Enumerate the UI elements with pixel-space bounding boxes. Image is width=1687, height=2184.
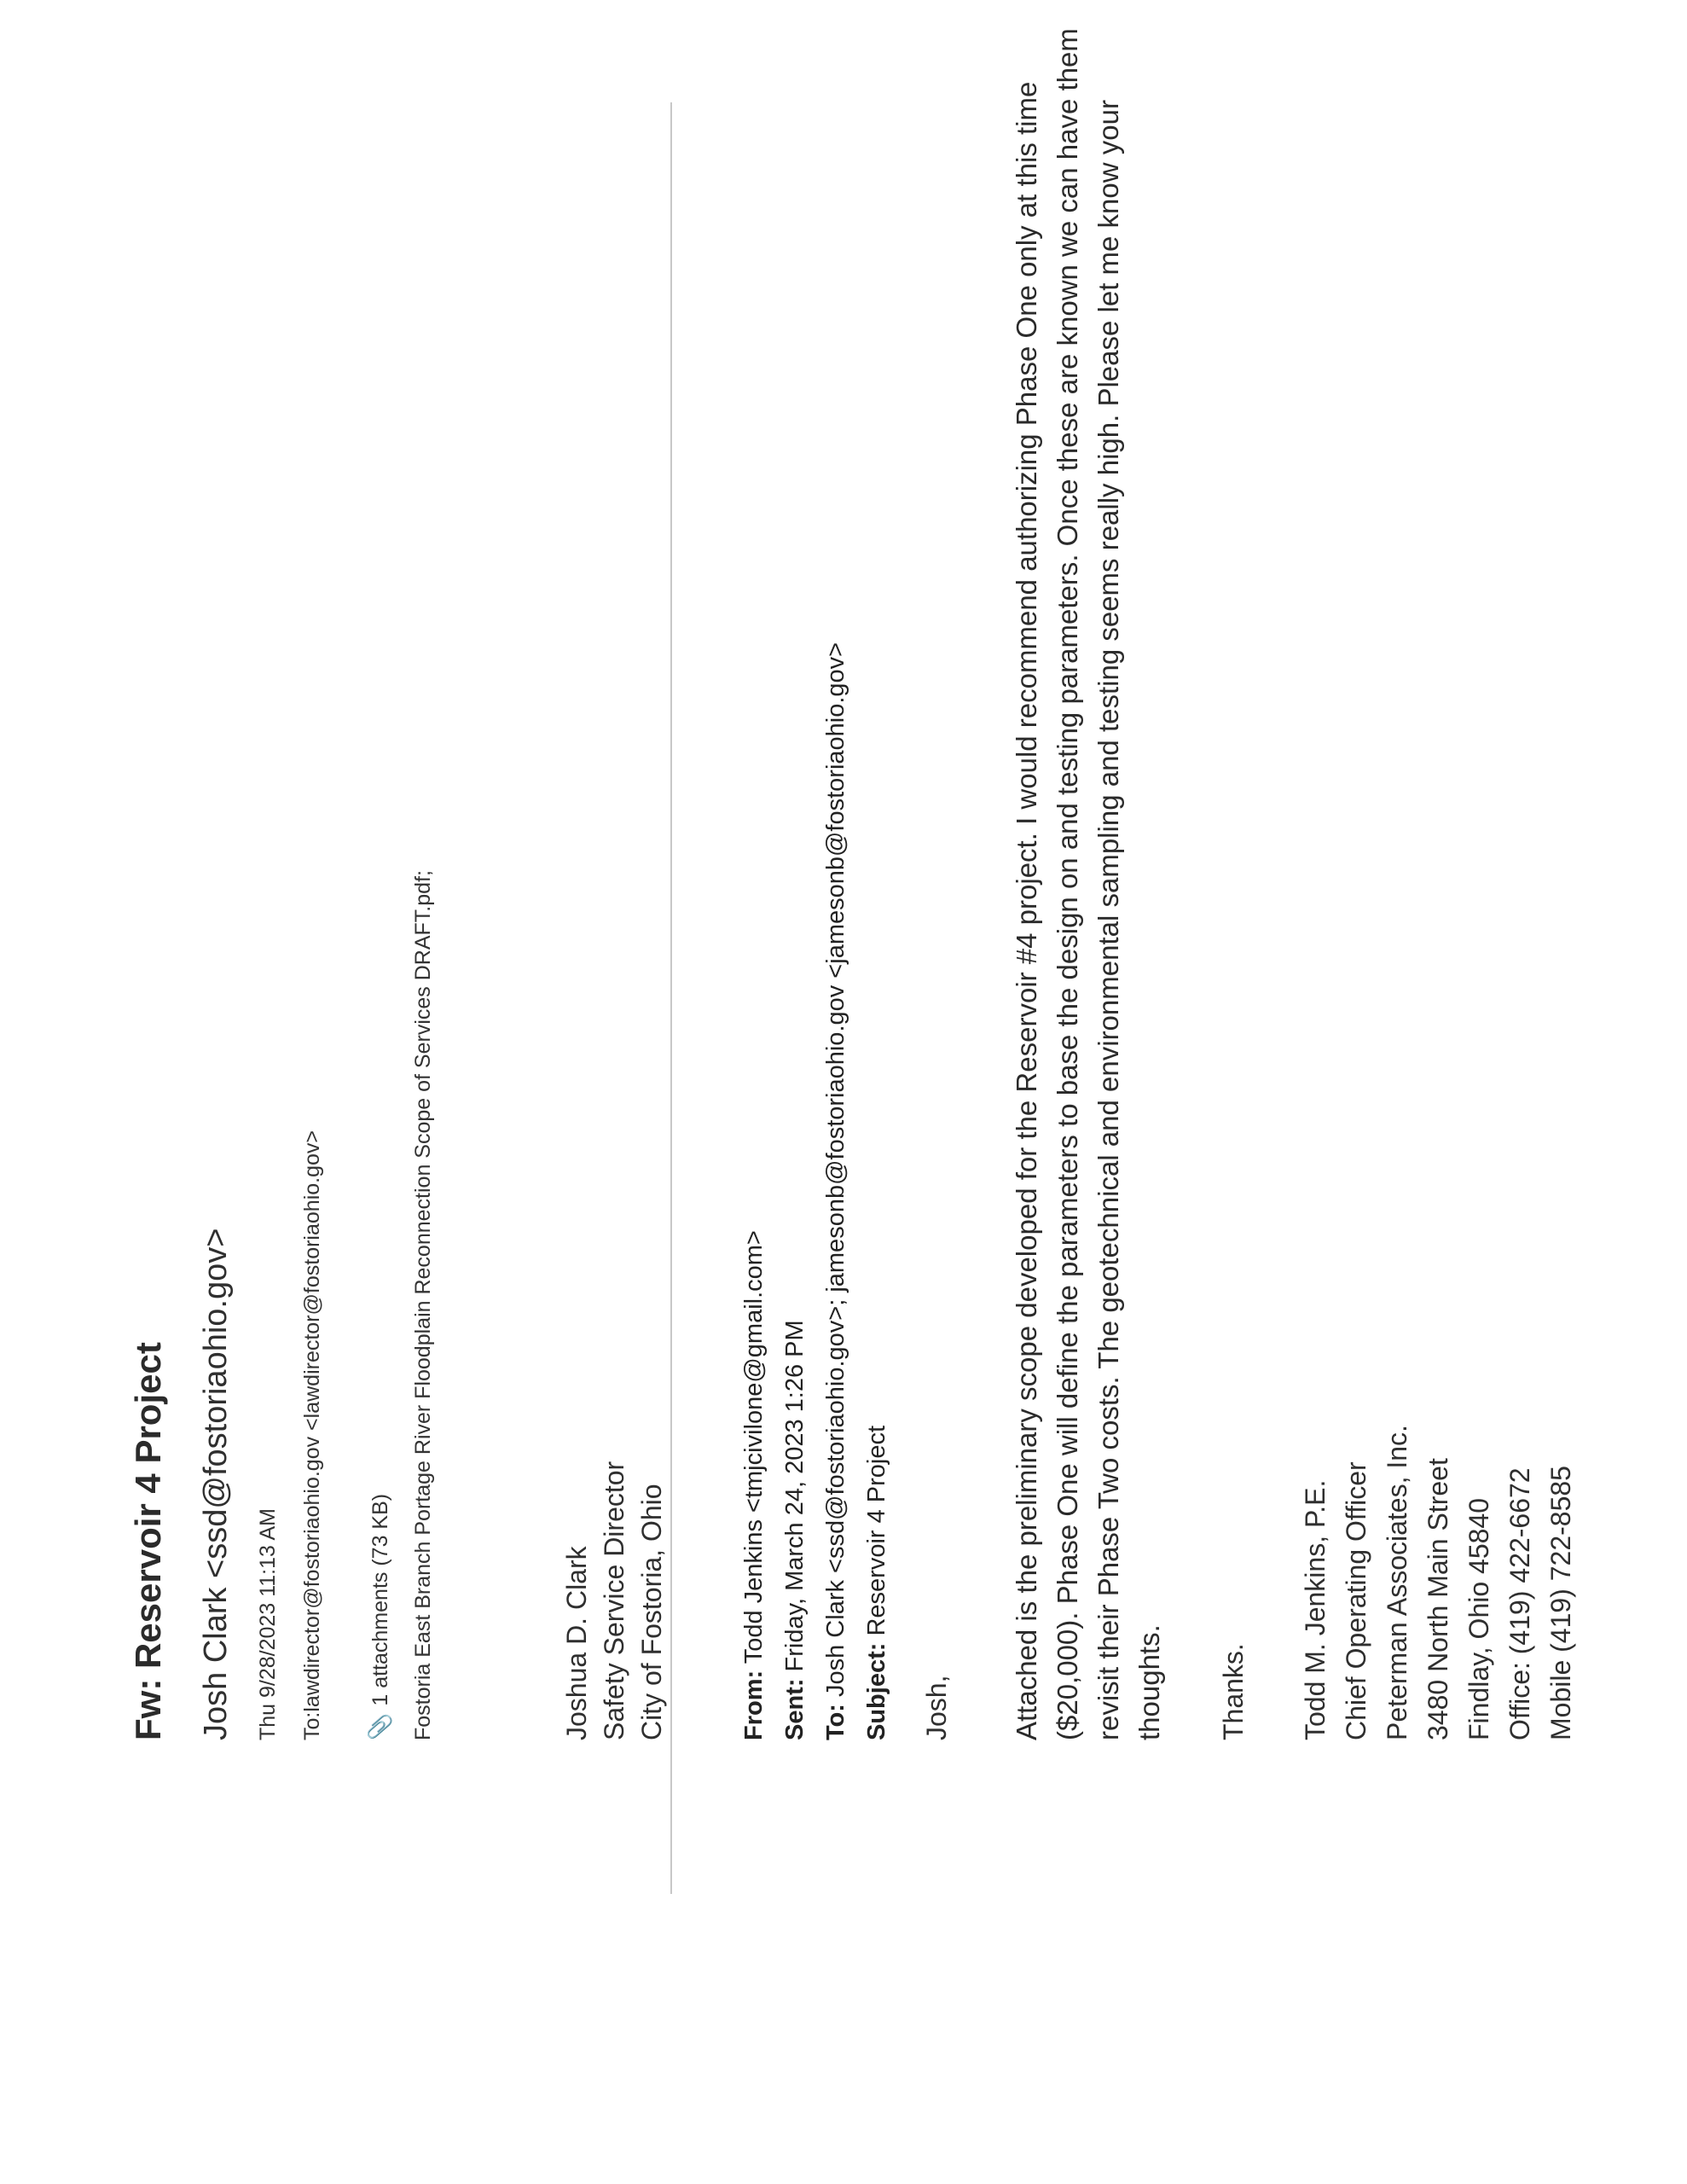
forwarded-subject: Subject: Reservoir 4 Project [863, 1425, 890, 1740]
forwarded-sent: Sent: Friday, March 24, 2023 1:26 PM [781, 1320, 809, 1740]
signature-city: Findlay, Ohio 45840 [1464, 1497, 1494, 1740]
divider [670, 102, 672, 1894]
greeting: Josh, [921, 1675, 952, 1740]
email-subject-title: Fw: Reservoir 4 Project [128, 1342, 168, 1740]
attachments-count: 1 attachments (73 KB) [368, 1493, 392, 1706]
forwarded-from: From: Todd Jenkins <tmjcivilone@gmail.com> [740, 1230, 768, 1740]
body-line: Attached is the preliminary scope developed for the Reservoir #4 project. I would recommend authorizing Phase One only at this time [1011, 81, 1042, 1740]
signature-street: 3480 North Main Street [1423, 1458, 1453, 1740]
signature-office-phone: Office: (419) 422-6672 [1504, 1467, 1535, 1740]
signature-jenkins [1295, 1425, 1581, 1740]
signature-clark [558, 1461, 670, 1740]
body-line: ($20,000). Phase One will define the parameters to base the design on and testing parameters. Once these are known we can have them [1052, 28, 1083, 1740]
signature-org: City of Fostoria, Ohio [636, 1484, 667, 1740]
email-recipients[interactable]: To:lawdirector@fostoriaohio.gov <lawdirector@fostoriaohio.gov> [300, 1130, 324, 1740]
signature-name: Joshua D. Clark [561, 1546, 592, 1740]
signature-title: Safety Service Director [599, 1461, 629, 1740]
signature-mobile-phone: Mobile (419) 722-8585 [1545, 1466, 1576, 1740]
signature-title: Chief Operating Officer [1341, 1461, 1371, 1740]
attachment-filename[interactable]: Fostoria East Branch Portage River Floodplain Reconnection Scope of Services DRAFT.pdf; [411, 870, 435, 1740]
signature-company: Peterman Associates, Inc. [1382, 1425, 1412, 1740]
body-line: revisit their Phase Two costs. The geotechnical and environmental sampling and testing seems really high. Please let me know your [1093, 100, 1124, 1740]
body-line: thoughts. [1133, 1624, 1165, 1740]
forwarded-header [733, 642, 897, 1740]
email-sender[interactable]: Josh Clark <ssd@fostoriaohio.gov> [198, 1228, 234, 1740]
forwarded-to: To: Josh Clark <ssd@fostoriaohio.gov>; jamesonb@fostoriaohio.gov <jamesonb@fostoriaohio.gov> [822, 642, 849, 1740]
attachments-summary[interactable] [367, 1494, 393, 1740]
closing: Thanks. [1218, 1643, 1249, 1740]
email-date: Thu 9/28/2023 11:13 AM [256, 1508, 280, 1740]
signature-name: Todd M. Jenkins, P.E. [1300, 1479, 1330, 1740]
message-body [1006, 0, 1170, 1740]
paperclip-icon: 📎 [367, 1712, 392, 1740]
